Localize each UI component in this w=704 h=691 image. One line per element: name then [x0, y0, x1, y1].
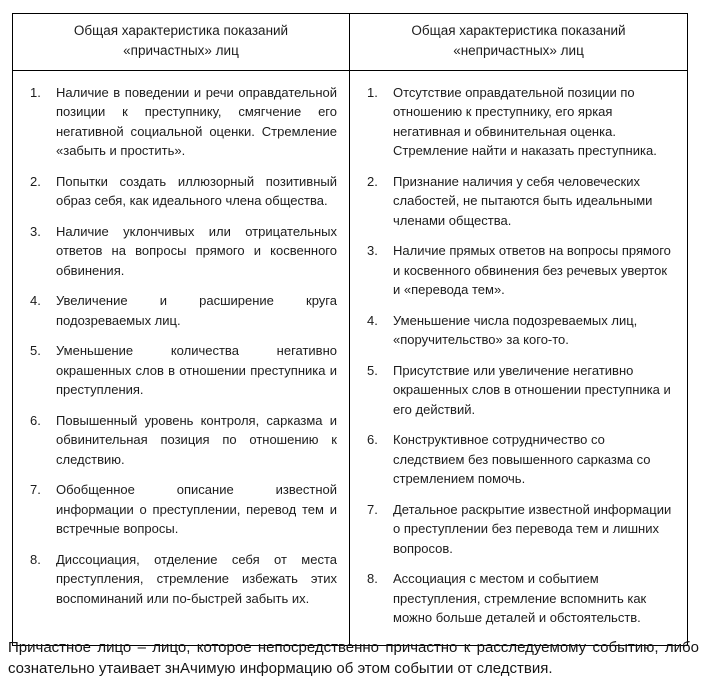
column-header-uninvolved-label: Общая характеристика показаний «непричастных» лиц	[411, 23, 626, 59]
column-header-involved-label: Общая характеристика показаний «причастных» лиц	[73, 23, 289, 59]
list-item: Попытки создать иллюзорный позитивный образ себя, как идеального члена общества.	[56, 173, 337, 208]
list-item: Уменьшение количества негативно окрашенных слов в отношении преступника и преступления.	[56, 343, 337, 397]
comparison-table	[12, 13, 688, 646]
footnote: Причастное лицо – лицо, которое непосредственно причастно к расследуемому событию, либо сознательно утаивает знАчимую информацию об этом событии от следствия.	[8, 639, 699, 678]
list-item: Уменьшение числа подозреваемых лиц, «поручительство» за кого-то.	[393, 312, 638, 347]
list-item: Наличие в поведении и речи оправдательной позиции к преступнику, смягчение его негативной социальной оценки. Стремление «забыть и простить».	[56, 84, 337, 158]
list-item: Обобщенное описание известной информации о преступлении, перевод тем и встречные вопросы.	[56, 482, 337, 536]
column-header-involved	[13, 14, 350, 71]
list-item: Отсутствие оправдательной позиции по отношению к преступнику, его яркая негативная и обвинительная оценка. Стремление найти и наказать преступника.	[393, 84, 657, 158]
list-item: Присутствие или увеличение негативно окрашенных слов в отношении преступника и его действий.	[393, 362, 671, 417]
list-item: Детальное раскрытие известной информации о преступлении без перевода тем и лишних вопросов.	[393, 501, 672, 556]
column-header-uninvolved	[350, 14, 687, 71]
list-item: Увеличение и расширение круга подозреваемых лиц.	[56, 293, 337, 328]
list-item: Наличие прямых ответов на вопросы прямого и косвенного обвинения без речевых уверток и «перевода тем».	[393, 243, 671, 297]
list-item: Ассоциация с местом и событием преступления, стремление вспомнить как можно больше деталей и обстоятельств.	[393, 571, 647, 625]
list-item: Диссоциация, отделение себя от места преступления, стремление избежать этих воспоминаний или по-быстрей забыть их.	[56, 551, 337, 606]
involved-items-list	[13, 83, 349, 609]
uninvolved-items-list	[350, 83, 687, 628]
list-item: Конструктивное сотрудничество со следствием без повышенного сарказма со стремлением помочь.	[393, 432, 651, 486]
column-body-uninvolved	[350, 71, 687, 645]
list-item: Признание наличия у себя человеческих слабостей, не пытаются быть идеальными членами общества.	[393, 173, 653, 228]
column-body-involved	[13, 71, 350, 645]
list-item: Наличие уклончивых или отрицательных ответов на вопросы прямого и косвенного обвинения.	[56, 223, 337, 278]
list-item: Повышенный уровень контроля, сарказма и обвинительная позиция по отношению к следствию.	[56, 412, 337, 467]
